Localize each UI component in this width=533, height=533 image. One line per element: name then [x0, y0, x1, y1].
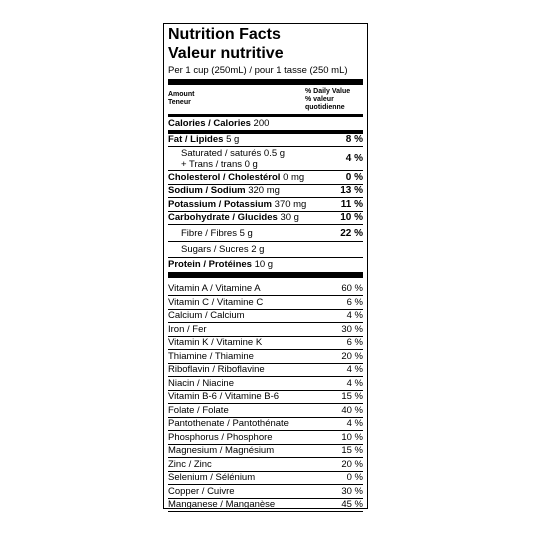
vitamin-row: [168, 499, 363, 513]
vitamin-name: Folate / Folate: [168, 404, 229, 416]
serving-size: Per 1 cup (250mL) / pour 1 tasse (250 mL): [168, 65, 348, 76]
calories-amount: 200: [253, 117, 270, 129]
sodium-amount: 320 mg: [248, 185, 280, 197]
sugars-label: Sugars / Sucres 2 g: [181, 244, 265, 255]
vitamin-name: Zinc / Zinc: [168, 458, 212, 470]
vitamin-name: Magnesium / Magnésium: [168, 445, 275, 457]
vitamin-name: Riboflavin / Riboflavine: [168, 364, 265, 376]
vitamin-name: Niacin / Niacine: [168, 377, 234, 389]
vitamin-name: Selenium / Sélénium: [168, 472, 256, 484]
fibre-pct: 22 %: [340, 227, 363, 239]
cholesterol-amount: 0 mg: [283, 171, 305, 183]
vitamin-pct: 6 %: [346, 296, 363, 308]
vitamin-row: [168, 404, 363, 418]
daily-value-label-2: % valeur: [305, 96, 334, 103]
potassium-pct: 11 %: [340, 198, 363, 210]
vitamin-pct: 4 %: [346, 418, 363, 430]
vitamin-row: [168, 323, 363, 337]
carbohydrate-pct: 10 %: [340, 212, 363, 224]
thick-divider: [168, 79, 363, 85]
potassium-label: Potassium / Potassium: [168, 198, 273, 210]
vitamin-name: Manganese / Manganèse: [168, 499, 276, 511]
vitamin-row: [168, 418, 363, 432]
carbohydrate-row: [168, 212, 363, 226]
vitamin-name: Vitamin B-6 / Vitamine B-6: [168, 391, 280, 403]
title-english: Nutrition Facts: [168, 26, 281, 43]
calories-row: [168, 117, 363, 131]
saturated-label: Saturated / saturés 0.5 g: [181, 147, 286, 159]
daily-value-label-3: quotidienne: [305, 104, 345, 111]
vitamin-pct: 30 %: [341, 485, 363, 497]
cholesterol-pct: 0 %: [345, 171, 363, 183]
vitamin-row: [168, 364, 363, 378]
cholesterol-label: Cholesterol / Cholestérol: [168, 171, 281, 183]
sodium-row: [168, 185, 363, 199]
protein-row: [168, 258, 363, 272]
vitamin-name: Copper / Cuivre: [168, 485, 235, 497]
vitamin-pct: 4 %: [346, 377, 363, 389]
vitamin-row: [168, 310, 363, 324]
vitamin-row: [168, 445, 363, 459]
daily-value-label-1: % Daily Value: [305, 88, 351, 95]
fat-row: [168, 134, 363, 148]
vitamin-pct: 15 %: [341, 391, 363, 403]
vitamin-pct: 0 %: [346, 472, 363, 484]
vitamin-pct: 20 %: [341, 350, 363, 362]
vitamin-pct: 15 %: [341, 445, 363, 457]
calories-label: Calories / Calories: [168, 117, 251, 129]
potassium-amount: 370 mg: [274, 198, 307, 210]
vitamin-row: [168, 485, 363, 499]
vitamin-name: Pantothenate / Pantothénate: [168, 418, 289, 430]
vitamin-pct: 20 %: [341, 458, 363, 470]
vitamin-name: Iron / Fer: [168, 323, 207, 335]
vitamin-pct: 10 %: [341, 431, 363, 443]
fat-pct: 8 %: [345, 134, 363, 146]
sodium-pct: 13 %: [340, 185, 363, 197]
protein-amount: 10 g: [254, 259, 274, 271]
vitamin-row: [168, 377, 363, 391]
fat-amount: 5 g: [226, 134, 240, 146]
vitamin-row: [168, 472, 363, 486]
sugars-row: [168, 242, 363, 258]
vitamin-row: [168, 350, 363, 364]
cholesterol-row: [168, 171, 363, 185]
title-french: Valeur nutritive: [168, 45, 284, 62]
fat-label: Fat / Lipides: [168, 134, 224, 146]
fibre-row: [168, 225, 363, 242]
vitamin-row: [168, 391, 363, 405]
vitamin-pct: 60 %: [341, 283, 363, 295]
vitamin-row: [168, 296, 363, 310]
vitamin-row: [168, 431, 363, 445]
vitamin-name: Calcium / Calcium: [168, 310, 245, 322]
teneur-label: Teneur: [168, 99, 191, 106]
vitamin-pct: 30 %: [341, 323, 363, 335]
vitamin-name: Vitamin C / Vitamine C: [168, 296, 264, 308]
carbohydrate-amount: 30 g: [280, 212, 299, 224]
column-header: [168, 88, 363, 114]
nutrition-facts-panel: [163, 23, 368, 509]
vitamin-pct: 4 %: [346, 310, 363, 322]
vitamin-name: Vitamin K / Vitamine K: [168, 337, 263, 349]
vitamin-list: [168, 283, 363, 513]
protein-label: Protein / Protéines: [168, 259, 252, 271]
sodium-label: Sodium / Sodium: [168, 185, 246, 197]
protein-divider: [168, 272, 363, 278]
fibre-label: Fibre / Fibres 5 g: [181, 227, 253, 239]
potassium-row: [168, 198, 363, 212]
vitamin-row: [168, 337, 363, 351]
vitamin-pct: 4 %: [346, 364, 363, 376]
vitamin-name: Thiamine / Thiamine: [168, 350, 254, 362]
vitamin-pct: 45 %: [341, 499, 363, 511]
saturated-pct: 4 %: [345, 153, 363, 164]
carbohydrate-label: Carbohydrate / Glucides: [168, 212, 278, 224]
vitamin-row: [168, 283, 363, 297]
trans-label: + Trans / trans 0 g: [181, 158, 258, 170]
vitamin-pct: 6 %: [346, 337, 363, 349]
amount-label: Amount: [168, 91, 195, 98]
vitamin-row: [168, 458, 363, 472]
saturated-row: [168, 147, 363, 171]
vitamin-name: Phosphorus / Phosphore: [168, 431, 273, 443]
vitamin-pct: 40 %: [341, 404, 363, 416]
vitamin-name: Vitamin A / Vitamine A: [168, 283, 261, 295]
